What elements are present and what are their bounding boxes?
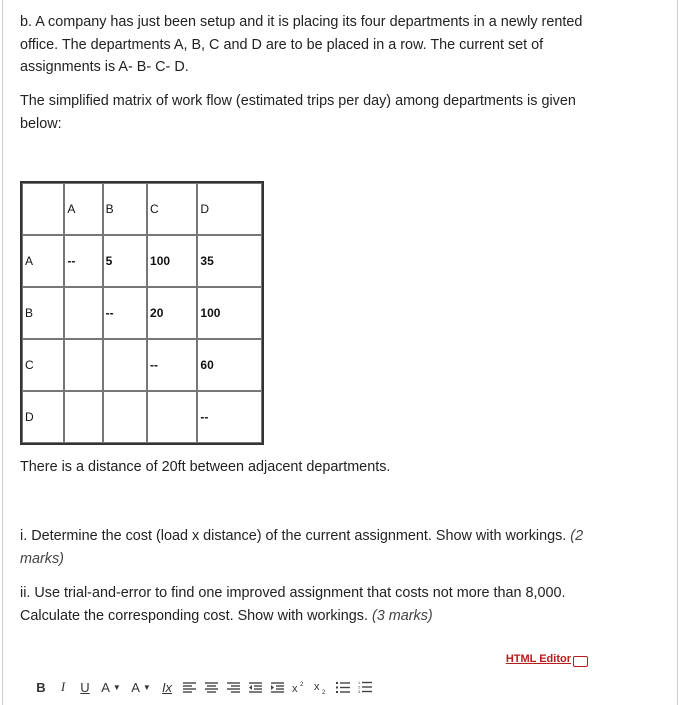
distance-note: There is a distance of 20ft between adjacent departments. <box>20 459 391 475</box>
matrix-col-header: C <box>147 183 197 235</box>
superscript-button[interactable] <box>288 676 310 698</box>
matrix-cell: 35 <box>197 235 262 287</box>
matrix-cell <box>147 391 197 443</box>
svg-text:2: 2 <box>358 684 361 690</box>
part-ii-text: ii. Use trial-and-error to find one improved assignment that costs not more than 8,000. Calculate the corresponding cost. Show with workings. <box>20 585 566 624</box>
outdent-icon <box>249 682 262 693</box>
matrix-row <box>22 391 262 443</box>
matrix-cell <box>64 287 102 339</box>
bold-button[interactable] <box>30 676 52 698</box>
numbered-list-icon <box>358 681 372 693</box>
matrix-col-header: A <box>64 183 102 235</box>
align-center-icon <box>205 682 218 693</box>
matrix-row-header: C <box>22 339 64 391</box>
matrix-col-header: B <box>103 183 147 235</box>
align-center-button[interactable] <box>200 676 222 698</box>
outdent-button[interactable] <box>244 676 266 698</box>
svg-text:x: x <box>292 683 298 693</box>
background-color-button[interactable] <box>126 676 156 698</box>
matrix-row <box>22 235 262 287</box>
align-left-icon <box>183 682 196 693</box>
part-ii-marks: (3 marks) <box>371 607 433 624</box>
matrix-row-header: D <box>22 391 64 443</box>
clear-format-label: Ix <box>161 679 173 695</box>
matrix-row <box>22 339 262 391</box>
matrix-cell: 100 <box>197 287 262 339</box>
matrix-cell: 60 <box>197 339 262 391</box>
matrix-row <box>22 287 262 339</box>
bullet-list-button[interactable] <box>332 676 354 698</box>
editor-toolbar <box>30 676 376 698</box>
matrix-cell <box>103 391 147 443</box>
superscript-icon <box>292 681 306 693</box>
subscript-icon <box>314 681 328 694</box>
indent-icon <box>271 682 284 693</box>
svg-text:2: 2 <box>322 689 326 694</box>
question-intro: b. A company has just been setup and it is placing its four departments in a newly rented office. The departments A, B, C and D are to be placed in a row. The current set of assignments is A- B- C- D. <box>20 14 583 75</box>
matrix-cell <box>103 339 147 391</box>
html-editor-label: HTML Editor <box>505 653 571 665</box>
matrix-cell <box>64 391 102 443</box>
chevron-down-icon: ▼ <box>112 682 121 692</box>
align-right-icon <box>227 682 240 693</box>
part-i-text: i. Determine the cost (load x distance) of the current assignment. Show with workings. <box>20 528 567 544</box>
font-color-label: A <box>101 679 110 695</box>
matrix-corner-cell <box>22 183 64 235</box>
numbered-list-button[interactable] <box>354 676 376 698</box>
bold-label: B <box>36 679 46 695</box>
svg-text:3: 3 <box>358 689 361 693</box>
italic-label: I <box>60 679 66 694</box>
matrix-caption: The simplified matrix of work flow (estimated trips per day) among departments is given below: <box>20 93 576 132</box>
underline-label: U <box>80 679 90 695</box>
svg-text:x: x <box>314 680 320 693</box>
question-part-i <box>20 525 620 570</box>
matrix-cell: -- <box>197 391 262 443</box>
chevron-down-icon: ▼ <box>142 682 151 692</box>
indent-button[interactable] <box>266 676 288 698</box>
matrix-cell: -- <box>64 235 102 287</box>
align-right-button[interactable] <box>222 676 244 698</box>
matrix-cell <box>64 339 102 391</box>
matrix-row-header: B <box>22 287 64 339</box>
question-part-ii <box>20 582 620 627</box>
svg-text:2: 2 <box>300 682 304 688</box>
matrix-row-header: A <box>22 235 64 287</box>
matrix-cell: 5 <box>103 235 147 287</box>
font-color-button[interactable] <box>96 676 126 698</box>
workflow-matrix <box>20 181 264 445</box>
italic-button[interactable] <box>52 676 74 698</box>
background-color-label: A <box>131 679 140 695</box>
underline-button[interactable] <box>74 676 96 698</box>
align-left-button[interactable] <box>178 676 200 698</box>
clear-format-button[interactable] <box>156 676 178 698</box>
subscript-button[interactable] <box>310 676 332 698</box>
matrix-cell: 20 <box>147 287 197 339</box>
bullet-list-icon <box>336 682 350 693</box>
matrix-cell: 100 <box>147 235 197 287</box>
matrix-cell: -- <box>147 339 197 391</box>
html-editor-link[interactable] <box>506 653 588 665</box>
part-i-marks: (2 marks) <box>20 528 584 567</box>
keyboard-icon <box>573 656 588 667</box>
matrix-header-row <box>22 183 262 235</box>
svg-text:1: 1 <box>358 681 361 685</box>
matrix-cell: -- <box>103 287 147 339</box>
matrix-col-header: D <box>197 183 262 235</box>
